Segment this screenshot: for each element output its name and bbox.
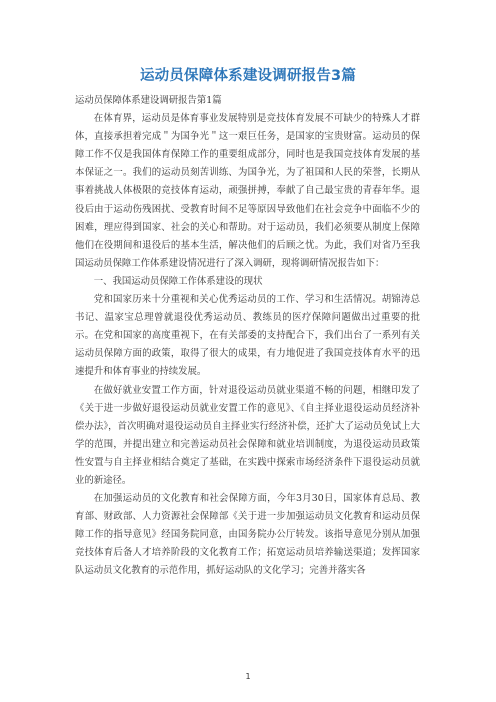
paragraph-1: 运动员保障体系建设调研报告第1篇 [75,95,222,106]
document-title: 运动员保障体系建设调研报告3篇 [139,68,357,84]
paragraph-3: 党和国家历来十分重视和关心优秀运动员的工作、学习和生活情况。胡锦涛总书记、温家宝总理曾就退役优秀运动员、教练员的医疗保障问题做出过重要的批示。在党和国家的高度重视下，在有关部委的支持配合下，我们出台了一系列有关运动员保障方面的政策，取得了很大的成果，有力地促进了我国竞技体育水平的迅速提升和体育事业的持续发展。 [75,294,420,378]
paragraph-5: 在加强运动员的文化教育和社会保障方面，今年3月30日，国家体育总局、教育部、财政部、人力资源社会保障部《关于进一步加强运动员文化教育和运动员保障工作的指导意见》经国务院同意，由国务院办公厅转发。该指导意见分别从加强竞技体育后备人才培养阶段的文化教育工作；拓宽运动员培养输送渠道；发挥国家队运动员文化教育的示范作用，抓好运动队的文化学习；完善并落实各 [75,493,420,577]
paragraph-2: 在体育界，运动员是体育事业发展特别是竞技体育发展不可缺少的特殊人才群体，直接承担着完成＂为国争光＂这一艰巨任务，是国家的宝贵财富。运动员的保障工作不仅是我国体育保障工作的重要组成部分，同时也是我国竞技体育发展的基本保证之一。我们的运动员刻苦训练、为国争光，为了祖国和人民的荣誉，长期从事着挑战人体极限的竞技体育运动，顽强拼搏，奉献了自己最宝贵的青春年华。退役后由于运动伤残困扰、受教育时间不足等原因导致他们在社会竞争中面临不少的困难，理应得到国家、社会的关心和帮助。对于运动员，我们必须要从制度上保障他们在役期间和退役后的基本生活，解决他们的后顾之忧。为此，我们对省乃至我国运动员保障工作体系建设情况进行了深入调研，现将调研情况报告如下： [75,113,420,269]
page-number: 1 [245,672,251,681]
document-body [75,92,420,581]
section-heading: 一、我国运动员保障工作体系建设的现状 [93,275,263,287]
paragraph-4: 在做好就业安置工作方面，针对退役运动员就业渠道不畅的问题，相继印发了《关于进一步做好退役运动员就业安置工作的意见》、《自主择业退役运动员经济补偿办法》，首次明确对退役运动员自主择业实行经济补偿，还扩大了运动员免试上大学的范围，并提出建立和完善运动员社会保障和就业培训制度，为退役运动员政策性安置与自主择业相结合奠定了基础，在实践中探索市场经济条件下退役运动员就业的新途径。 [75,384,420,486]
